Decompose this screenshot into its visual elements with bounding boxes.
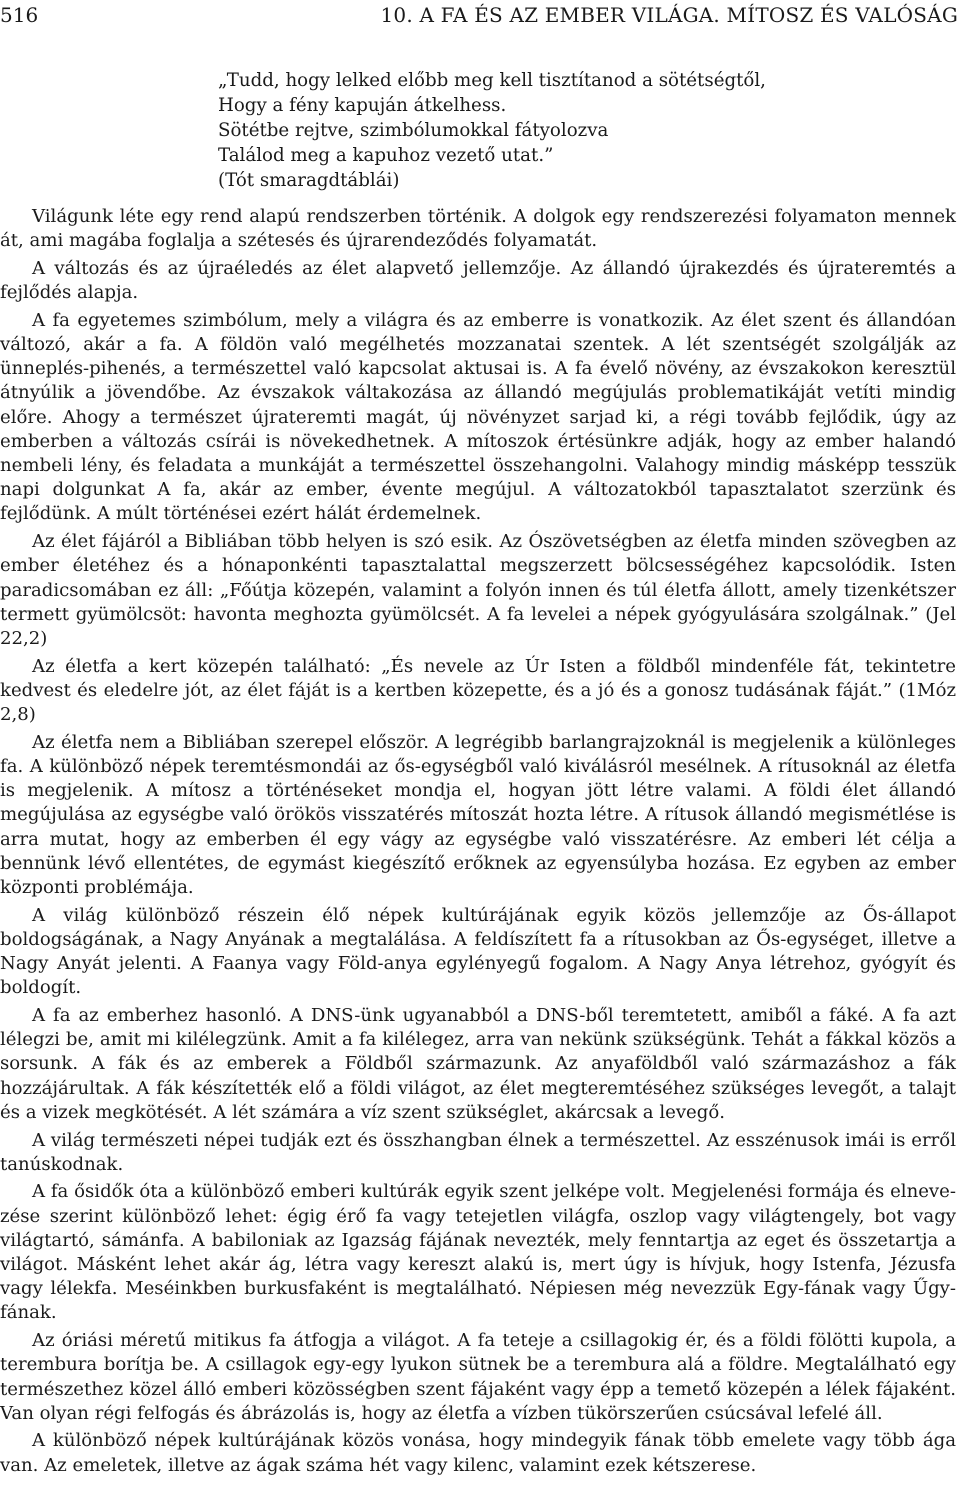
poem-line: „Tudd, hogy lelked előbb meg kell tisztítanod a sötétségtől,: [218, 70, 766, 91]
paragraph: Az életfa nem a Bibliában szerepel először. A legrégibb barlangrajzoknál is megjelenik a különleges fa. A különböző népek teremtésmondái az ős-egységből való kiválásról mesélnek. A rítusoknál az életfa is megjelenik. A mítosz a történéseket mondja el, hogyan jött létre valami. A földi élet állandó megújulása az egységbe való örökös visszatérés mítoszát hozta létre. A rítusok állandó megismétlése is arra mutat, hogy az emberben él egy vágy az egységbe való visszatérésre. Az emberi lét célja a bennünk lévő ellentétes, de egymást kiegészítő erőknek az egyensúlyba hozása. Ez egyben az ember központi problémája.: [0, 731, 956, 898]
paragraph: Az élet fájáról a Bibliában több helyen is szó esik. Az Ószövetségben az életfa minden szövegben az ember életéhez és a hónaponkénti tapasztalattal megszerzett bölcsességéhez kapcsolódik. Isten paradicsomában ez áll: „Főútja közepén, valamint a folyón innen és túl életfa állott, amely tizenkétszer termett gyümölcsöt: havonta meghozta gyümölcsét. A fa levelei a népek gyógyulására szolgálnak.” (Jel 22,2): [0, 531, 956, 649]
paragraph: Az óriási méretű mitikus fa átfogja a világot. A fa teteje a csillagokig ér, és a földi fölötti kupola, a terembura borítja be. A csillagok egy-egy lyukon sütnek be a terembura alá a földre. Megtalálható egy természethez közel álló emberi közösségben szent fájaként vagy épp a temető közepén a lélek fájaként. Van olyan régi felfogás és ábrázolás is, hogy az életfa a vízben tükörszerűen csúcsával lefelé áll.: [0, 1330, 956, 1424]
paragraph: A különböző népek kultúrájának közös vonása, hogy mindegyik fának több emelete vagy több ága van. Az emeletek, illetve az ágak száma hét vagy kilenc, valamint ezek kétszerese.: [0, 1430, 956, 1476]
body-text: [0, 205, 956, 1481]
paragraph: A fa az emberhez hasonló. A DNS-ünk ugyanabból a DNS-ből teremtetett, amiből a fáké. A fa azt lélegzi be, amit mi kilélegzünk. Amit a fa kilélegez, arra van nekünk szükségünk. Tehát a fákkal közös a sorsunk. A fák és az emberek a Földből származunk. Az anyaföldből való származáshoz a fák hozzájárultak. A fák készítették elő a földi világot, az élet megteremtéséhez szükséges levegőt, a talajt és a vizek megkötését. A lét számára a víz szent szükséglet, akárcsak a levegő.: [0, 1005, 956, 1123]
page-header: [0, 0, 960, 40]
paragraph: Az életfa a kert közepén található: „És nevele az Úr Isten a földből mindenféle fát, tekintetre kedvest és eledelre jót, az élet fáját is a kertben közepette, és a jó és a gonosz tudásának fáját.” (1Móz 2,8): [0, 655, 956, 726]
page-number: 516: [0, 3, 39, 27]
poem-line: Találod meg a kapuhoz vezető utat.”: [218, 145, 554, 166]
paragraph: A változás és az újraéledés az élet alapvető jellemzője. Az állandó újrakezdés és újrateremtés a fejlődés alapja.: [0, 257, 956, 304]
paragraph: A fa ősidők óta a különböző emberi kultúrák egyik szent jelképe volt. Megjelenési formája és elnevezése szerint különböző lehet: égig érő fa vagy tetejetlen világfa, oszlop vagy világtengely, bot vagy világtartó, sámánfa. A babiloniak az Igazság fájának nevezték, mely fenntartja az eget és összetartja a világot. Másként lehet akár ág, létra vagy kereszt alakú is, mert úgy is hívjuk, hogy Istenfa, Jézusfa vagy lélekfa. Meséinkben burkusfaként is megtalálható. Népiesen még nevezzük Egy-fának vagy Űgy-fának.: [0, 1181, 956, 1324]
poem-line: Hogy a fény kapuján átkelhess.: [218, 95, 507, 116]
poem-line: Sötétbe rejtve, szimbólumokkal fátyolozva: [218, 120, 609, 141]
epigraph-poem: [218, 68, 918, 193]
paragraph: A világ különböző részein élő népek kultúrájának egyik közös jellemzője az Ős-állapot boldogságának, a Nagy Anyának a megtalálása. A feldíszített fa a rítusokban az Ős-egységet, illetve a Nagy Anyát jelenti. A Faanya vagy Föld-anya egylényegű fogalom. A Nagy Anya létrehoz, gyógyít és boldogít.: [0, 904, 956, 999]
poem-attribution: (Tót smaragdtáblái): [218, 170, 400, 191]
paragraph: Világunk léte egy rend alapú rendszerben történik. A dolgok egy rendszerezési folyamaton mennek át, ami magába foglalja a szétesés és újrarendeződés folyamatát.: [0, 206, 956, 252]
running-head: 10. A FA ÉS AZ EMBER VILÁGA. MÍTOSZ ÉS VALÓSÁG: [380, 3, 958, 27]
paragraph: A világ természeti népei tudják ezt és összhangban élnek a természettel. Az esszénusok imái is erről tanúskodnak.: [0, 1129, 956, 1175]
paragraph: A fa egyetemes szimbólum, mely a világra és az emberre is vonatkozik. Az élet szent és állandóan változó, akár a fa. A földön való megélhetés mozzanatai szentek. A lét szentségét szolgálják az ünneplés-pihenés, a természettel való kapcsolat aktusai is. A fa évelő növény, az évszakokon keresztül átnyúlik a jövendőbe. Az évszakok váltakozása az állandó megújulás problematikáját vetíti mindig előre. Ahogy a természet újrateremti magát, új növényzet sarjad ki, a régi tovább fejlődik, úgy az emberben a változás csírái is növekedhetnek. A mítoszok értésünkre adják, hogy az ember halandó nembeli lény, és feladata a munkáját a természettel összehangolni. Valahogy mindig másképp tesszük napi dolgunkat A fa, akár az ember, évente megújul. A változatokból tapasztalatot szerzünk és fejlődünk. A múlt történései ezért hálát érdemelnek.: [0, 309, 956, 525]
